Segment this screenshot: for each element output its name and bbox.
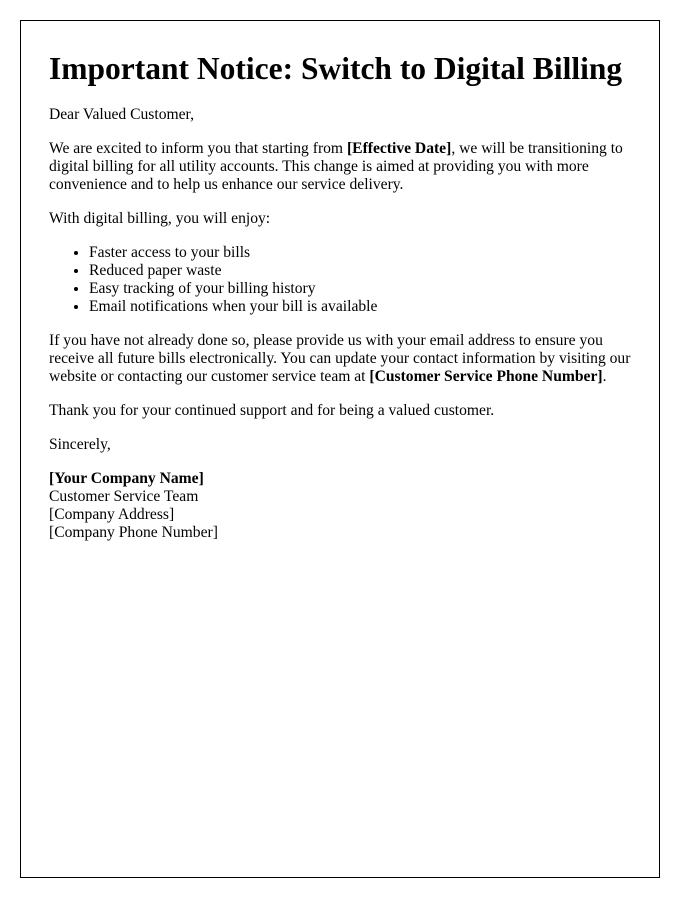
list-item: • Reduced paper waste (89, 262, 631, 280)
list-item: • Faster access to your bills (89, 244, 631, 262)
letter-title: Important Notice: Switch to Digital Billing (49, 51, 623, 86)
thanks-paragraph: Thank you for your continued support and for being a valued customer. (49, 402, 495, 419)
company-address: [Company Address] (49, 506, 175, 523)
team-name: Customer Service Team (49, 488, 199, 505)
intro-text-part2: , we will be transitioning to digital billing for all utility accounts. This change is aimed at providing you with more convenience and to help us enhance our service delivery. (49, 140, 623, 193)
effective-date-placeholder: [Effective Date] (346, 140, 452, 157)
closing: Sincerely, (49, 436, 111, 453)
intro-text-part1: We are excited to inform you that starting from (49, 140, 347, 157)
list-item: • Email notifications when your bill is available (89, 298, 631, 316)
intro-paragraph (49, 140, 631, 194)
greeting: Dear Valued Customer, (49, 106, 195, 123)
letter-page (20, 20, 660, 878)
benefits-intro: With digital billing, you will enjoy: (49, 210, 271, 227)
benefits-list (49, 244, 631, 316)
update-text-part2: . (602, 368, 607, 385)
phone-placeholder: [Customer Service Phone Number] (369, 368, 603, 385)
company-name: [Your Company Name] (49, 470, 204, 487)
update-paragraph (49, 332, 631, 386)
list-item: • Easy tracking of your billing history (89, 280, 631, 298)
signature-block (49, 470, 631, 542)
update-text-part1: If you have not already done so, please provide us with your email address to ensure you receive all future bills electronically. You can update your contact information by visiting our website or contacting our customer service team at (49, 332, 631, 385)
company-phone: [Company Phone Number] (49, 524, 218, 541)
